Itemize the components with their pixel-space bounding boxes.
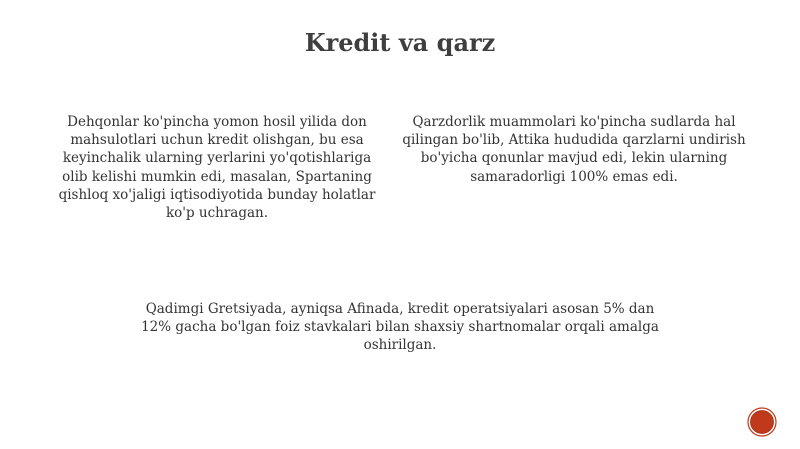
paragraph-right: Qarzdorlik muammolari ko'pincha sudlarda hal qilingan bo'lib, Attika hududida qarzlarni undirish bo'yicha qonunlar mavjud edi, lekin ularning samaradorligi 100% emas edi. (402, 114, 746, 185)
paragraph-left: Dehqonlar ko'pincha yomon hosil yilida don mahsulotlari uchun kredit olishgan, bu esa keyinchalik ularning yerlarini yo'qotishlariga olib kelishi mumkin edi, masalan, Spartaning qishloq xo'jaligi iqtisodiyotida bunday holatlar ko'p uchragan. (58, 114, 376, 222)
next-slide-button[interactable] (747, 407, 777, 437)
paragraph-bottom: Qadimgi Gretsiyada, ayniqsa Afinada, kredit operatsiyalari asosan 5% dan 12% gacha bo'lgan foiz stavkalari bilan shaxsiy shartnomalar orqali amalga oshirilgan. (141, 301, 659, 354)
next-slide-circle-icon (747, 407, 777, 437)
slide-title: Kredit va qarz (304, 28, 496, 57)
